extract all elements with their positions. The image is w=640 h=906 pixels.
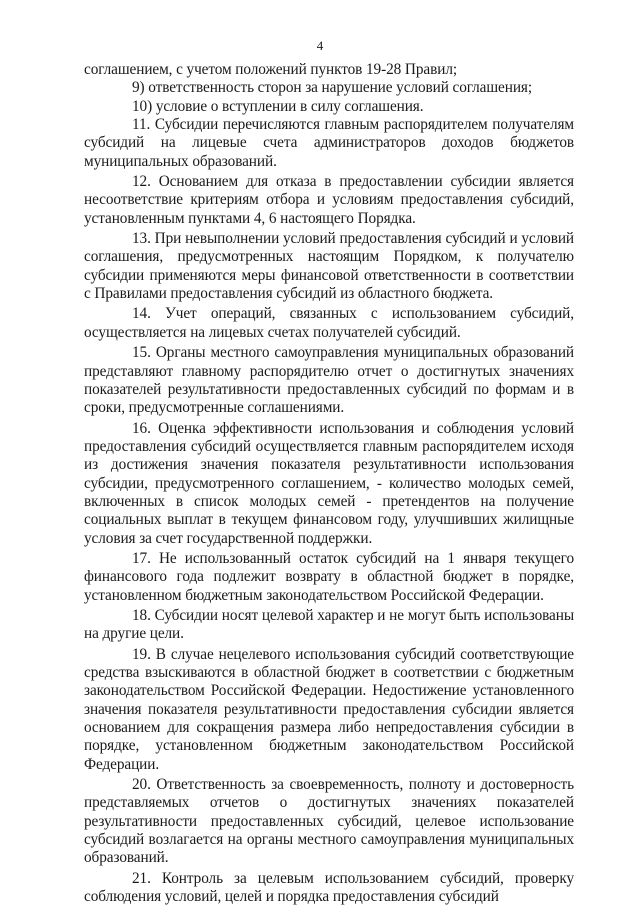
body-text <box>84 61 574 906</box>
paragraph-17: 17. Не использованный остаток субсидий на 1 января текущего финансового года подлежит возврату в областной бюджет в порядке, установленном бюджетным законодательством Российской Федерации. <box>84 549 574 604</box>
page-number: 4 <box>316 38 324 53</box>
paragraph-continuation: соглашением, с учетом положений пунктов 19-28 Правил; <box>84 61 457 78</box>
paragraph-15: 15. Органы местного самоуправления муниципальных образований представляют главному распорядителю отчет о достигнутых значениях показателей результативности предоставленных субсидий по формам и в сроки, предусмотренные соглашениями. <box>84 344 574 417</box>
paragraph-11: 11. Субсидии перечисляются главным распорядителем получателям субсидий на лицевые счета администраторов доходов бюджетов муниципальных образований. <box>84 116 574 170</box>
paragraph-item-10: 10) условие о вступлении в силу соглашения. <box>132 97 424 115</box>
paragraph-16: 16. Оценка эффективности использования и соблюдения условий предоставления субсидий осуществляется главным распорядителем исходя из достижения значения показателя результативности использования субсидии, предусмотренного соглашением, - количество молодых семей, включенных в список молодых семей - претендентов на получение социальных выплат в текущем финансовом году, улучшивших жилищные условия за счет государственной поддержки. <box>84 419 574 547</box>
paragraph-20: 20. Ответственность за своевременность, полноту и достоверность представляемых отчетов о достигнутых значениях показателей результативности предоставленных субсидий, целевое использование субсидий возлагается на органы местного самоуправления муниципальных образований. <box>84 776 574 867</box>
paragraph-21: 21. Контроль за целевым использованием субсидий, проверку соблюдения условий, целей и порядка предоставления субсидий <box>84 869 574 906</box>
paragraph-14: 14. Учет операций, связанных с использованием субсидий, осуществляется на лицевых счетах получателей субсидий. <box>84 305 574 341</box>
paragraph-item-9: 9) ответственность сторон за нарушение условий соглашения; <box>132 79 533 97</box>
paragraph-19: 19. В случае нецелевого использования субсидий соответствующие средства взыскиваются в областной бюджет в соответствии с бюджетным законодательством Российской Федерации. Недостижение установленного значения показателя результативности предоставления субсидии является основанием для сокращения размера либо непредоставления субсидии в порядке, установленном бюджетным законодательством Российской Федерации. <box>84 645 574 773</box>
paragraph-18: 18. Субсидии носят целевой характер и не могут быть использованы на другие цели. <box>84 606 574 643</box>
paragraph-13: 13. При невыполнении условий предоставления субсидий и условий соглашения, предусмотренных настоящим Порядком, к получателю субсидии применяются меры финансовой ответственности в соответствии с Правилами предоставления субсидий из областного бюджета. <box>84 230 574 303</box>
paragraph-12: 12. Основанием для отказа в предоставлении субсидии является несоответствие критериям отбора и условиям предоставления субсидий, установленным пунктами 4, 6 настоящего Порядка. <box>84 173 574 227</box>
